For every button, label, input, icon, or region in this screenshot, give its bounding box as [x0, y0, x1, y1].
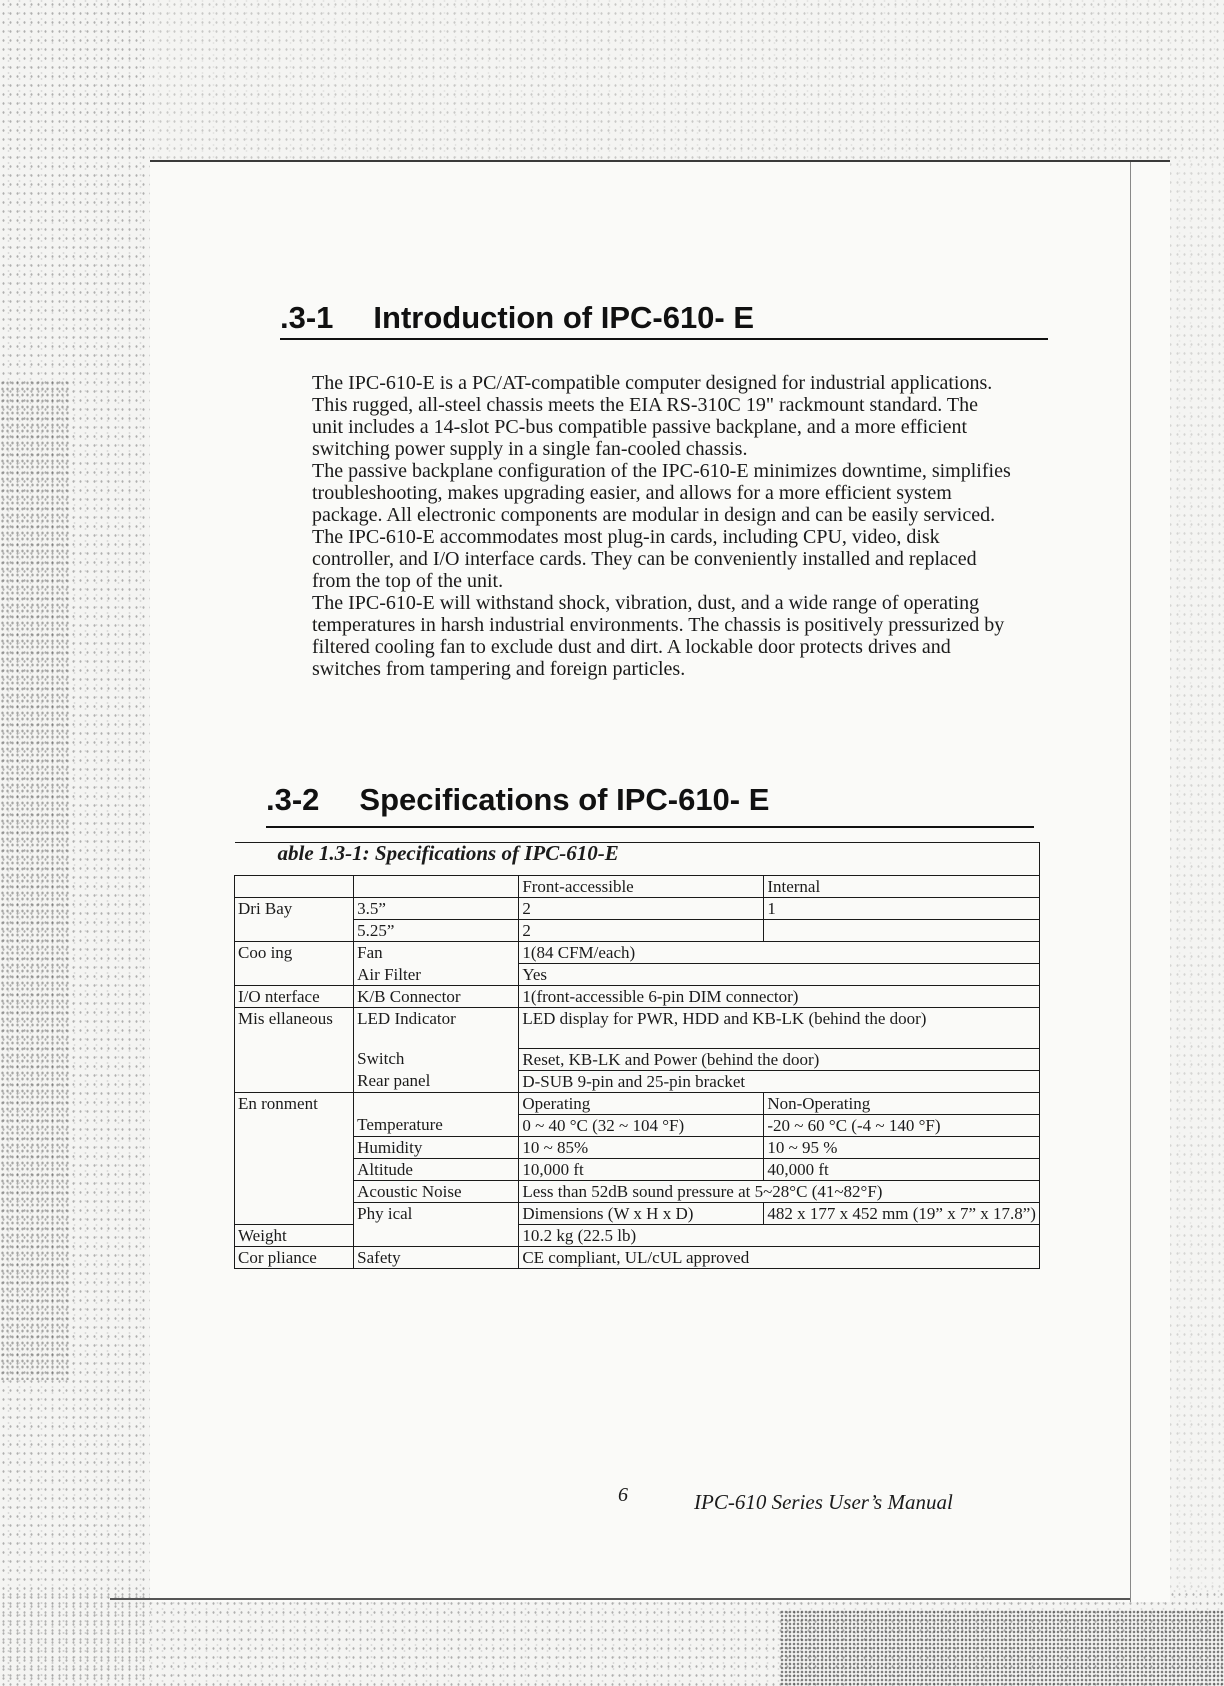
row-label-misc: Mis ellaneous	[235, 1008, 354, 1093]
cell-temperature: Temperature	[354, 1114, 519, 1136]
row-label-cooling: Coo ing	[235, 942, 354, 986]
cell-weight-value: 10.2 kg (22.5 lb)	[519, 1224, 1040, 1246]
page-right-edge	[1130, 162, 1131, 1602]
cell-led: LED Indicator	[354, 1008, 519, 1049]
page-bottom-edge	[110, 1598, 1130, 1600]
cell-acoustic-noise-value: Less than 52dB sound pressure at 5~28°C (41~82°F)	[519, 1180, 1040, 1202]
cell-temperature-nonop: -20 ~ 60 °C (-4 ~ 140 °F)	[764, 1114, 1040, 1136]
cell-3-5-front: 2	[519, 898, 764, 920]
cell-kb-connector-value: 1(front-accessible 6-pin DIM connector)	[519, 986, 1040, 1008]
section-2-number: .3-2	[266, 782, 320, 817]
header-front: Front-accessible	[519, 876, 764, 898]
section-1-rule	[280, 338, 1048, 340]
cell-3-5-internal: 1	[764, 898, 1040, 920]
cell-3-5: 3.5”	[354, 898, 519, 920]
intro-paragraph-3: The IPC-610-E will withstand shock, vibration, dust, and a wide range of operating temperatures in harsh industrial environments. The chassis is positively pressurized by filtered cooling fan to exclude dust and dirt. A lockable door protects drives and switches from tampering and foreign particles.	[312, 592, 1005, 680]
header-internal: Internal	[764, 876, 1040, 898]
cell-humidity-nonop: 10 ~ 95 %	[764, 1136, 1040, 1158]
scan-shadow-left	[0, 380, 70, 1380]
manual-title: IPC-610 Series User’s Manual	[694, 1490, 953, 1514]
row-label-environment: En ronment	[235, 1092, 354, 1224]
intro-body	[312, 372, 1012, 680]
cell-fan-value: 1(84 CFM/each)	[519, 942, 1040, 964]
cell-dimensions: Dimensions (W x H x D)	[519, 1202, 764, 1224]
cell-led-value: LED display for PWR, HDD and KB-LK (behind the door)	[519, 1008, 1040, 1049]
section-2-heading	[266, 782, 769, 818]
row-label-drive-bay: Dri Bay	[235, 898, 354, 942]
cell-nonoperating-head: Non-Operating	[764, 1092, 1040, 1114]
cell-safety: Safety	[354, 1246, 519, 1268]
intro-paragraph-1: The IPC-610-E is a PC/AT-compatible computer designed for industrial applications. This rugged, all-steel chassis meets the EIA RS-310C 19" rackmount standard. The unit includes a 14-slot PC-bus compatible passive backplane, and a more efficient switching power supply in a single fan-cooled chassis.	[312, 372, 993, 460]
cell-air-filter: Air Filter	[354, 964, 519, 986]
cell-weight: Weight	[235, 1224, 354, 1246]
cell-rear-panel: Rear panel	[354, 1070, 519, 1092]
cell-switch: Switch	[354, 1048, 519, 1070]
cell-operating-head: Operating	[519, 1092, 764, 1114]
section-2-rule	[266, 826, 1034, 828]
row-label-io: I/O nterface	[235, 986, 354, 1008]
row-label-physical: Phy ical	[354, 1202, 519, 1246]
cell-5-25: 5.25”	[354, 920, 519, 942]
section-2-title: Specifications of IPC-610- E	[359, 782, 770, 817]
scan-noise-top	[150, 0, 1224, 160]
cell-humidity: Humidity	[354, 1136, 519, 1158]
section-1-heading	[280, 300, 754, 336]
cell-rear-panel-value: D-SUB 9-pin and 25-pin bracket	[519, 1070, 1040, 1092]
section-1-number: .3-1	[280, 300, 334, 335]
cell-acoustic-noise: Acoustic Noise	[354, 1180, 519, 1202]
cell-altitude: Altitude	[354, 1158, 519, 1180]
cell-kb-connector: K/B Connector	[354, 986, 519, 1008]
cell-altitude-nonop: 40,000 ft	[764, 1158, 1040, 1180]
cell-temperature-op: 0 ~ 40 °C (32 ~ 104 °F)	[519, 1114, 764, 1136]
cell-switch-value: Reset, KB-LK and Power (behind the door)	[519, 1048, 1040, 1070]
spec-table	[234, 842, 1040, 1269]
table-caption: able 1.3-1: Specifications of IPC-610-E	[277, 841, 619, 865]
cell-air-filter-value: Yes	[519, 964, 1040, 986]
section-1-title: Introduction of IPC-610- E	[373, 300, 755, 335]
intro-paragraph-2: The passive backplane configuration of the IPC-610-E minimizes downtime, simplifies troubleshooting, makes upgrading easier, and allows for a more efficient system package. All electronic components are modular in design and can be easily serviced. The IPC-610-E accommodates most plug-in cards, including CPU, video, disk controller, and I/O interface cards. They can be conveniently installed and replaced from the top of the unit.	[312, 460, 1011, 592]
cell-altitude-op: 10,000 ft	[519, 1158, 764, 1180]
table-caption-cell	[235, 843, 1040, 876]
cell-fan: Fan	[354, 942, 519, 964]
cell-humidity-op: 10 ~ 85%	[519, 1136, 764, 1158]
cell-dimensions-value: 482 x 177 x 452 mm (19” x 7” x 17.8”)	[764, 1202, 1040, 1224]
page-number: 6	[618, 1484, 628, 1506]
row-label-compliance: Cor pliance	[235, 1246, 354, 1268]
cell-5-25-front: 2	[519, 920, 764, 942]
scan-shadow-bottom	[780, 1610, 1224, 1686]
cell-safety-value: CE compliant, UL/cUL approved	[519, 1246, 1040, 1268]
